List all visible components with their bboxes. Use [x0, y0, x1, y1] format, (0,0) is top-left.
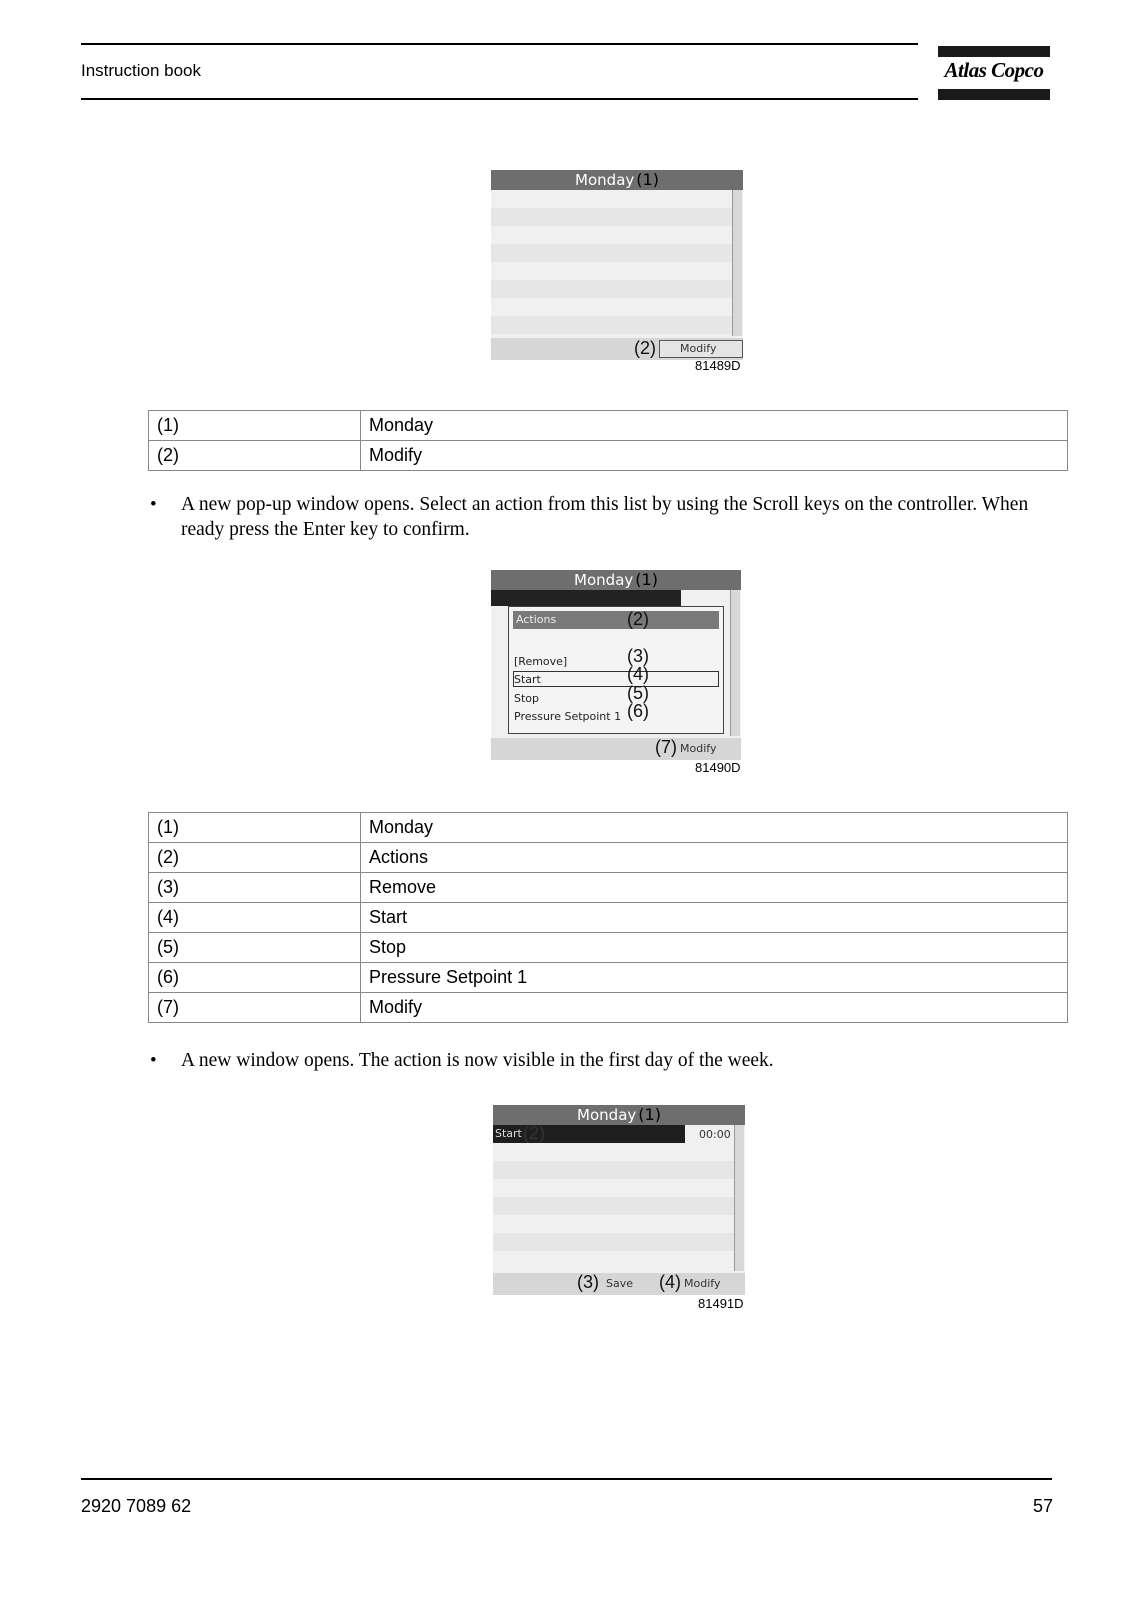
- table-row: (1) Monday: [149, 411, 1068, 441]
- modify-softkey[interactable]: Modify: [684, 1277, 721, 1290]
- bullet-marker: •: [150, 494, 157, 515]
- callout-5: (5): [627, 683, 649, 703]
- legend-table-1: [148, 410, 1068, 471]
- screen-title: Monday: [575, 171, 635, 189]
- scrollbar[interactable]: [734, 1125, 744, 1271]
- table-row: (6) Pressure Setpoint 1: [149, 963, 1068, 993]
- action-item-remove[interactable]: [Remove]: [514, 655, 568, 668]
- modify-softkey[interactable]: Modify: [659, 340, 743, 358]
- screen-titlebar: [493, 1105, 745, 1125]
- callout-3: (3): [627, 646, 649, 666]
- figure-code: 81490D: [695, 760, 741, 775]
- callout-4: (4): [627, 664, 649, 684]
- callout-7: (7): [655, 737, 677, 757]
- scrollbar[interactable]: [732, 190, 742, 336]
- screen-titlebar: [491, 570, 741, 590]
- figure-code: 81491D: [698, 1296, 744, 1311]
- page-number: 57: [1032, 1496, 1053, 1516]
- selected-item-highlight: [513, 671, 719, 687]
- callout-4: (4): [659, 1272, 681, 1292]
- screen-title: Monday: [577, 1106, 637, 1124]
- action-item-stop[interactable]: Stop: [514, 692, 540, 705]
- header-top-rule: [81, 43, 918, 45]
- table-row: (5) Stop: [149, 933, 1068, 963]
- instruction-paragraph-2: A new window opens. The action is now visible in the first day of the week.: [181, 1050, 774, 1071]
- action-item-start[interactable]: Start: [514, 673, 541, 686]
- callout-1: (1): [636, 170, 659, 189]
- callout-3: (3): [577, 1272, 599, 1292]
- schedule-entry-time: 00:00: [699, 1128, 731, 1141]
- callout-6: (6): [627, 701, 649, 721]
- callout-2: (2): [523, 1123, 545, 1143]
- modify-softkey[interactable]: Modify: [680, 742, 717, 755]
- figure-code: 81489D: [695, 358, 741, 373]
- document-number: 2920 7089 62: [81, 1496, 192, 1516]
- screen-title: Monday: [574, 571, 634, 589]
- table-row: (7) Modify: [149, 993, 1068, 1023]
- scrollbar[interactable]: [730, 590, 740, 736]
- callout-1: (1): [635, 570, 658, 589]
- brand-logo-text: Atlas Copco: [944, 58, 1044, 82]
- instruction-paragraph-1: A new pop-up window opens. Select an action from this list by using the Scroll keys on the controller. When ready press the Enter key to confirm.: [181, 494, 1029, 540]
- actions-popup: [508, 606, 724, 734]
- footer-rule: [81, 1478, 1052, 1480]
- table-row: (2) Actions: [149, 843, 1068, 873]
- header-title: Instruction book: [81, 61, 202, 80]
- callout-2: (2): [627, 609, 649, 629]
- schedule-entry-row[interactable]: Start (2): [493, 1125, 685, 1143]
- controller-screen-figure-1: [491, 170, 743, 360]
- popup-title: Actions: [513, 611, 719, 629]
- callout-2: (2): [634, 338, 656, 358]
- table-row: (3) Remove: [149, 873, 1068, 903]
- action-item-pressure-setpoint[interactable]: Pressure Setpoint 1: [514, 710, 622, 723]
- callout-1: (1): [638, 1105, 661, 1124]
- table-row: (1) Monday: [149, 813, 1068, 843]
- save-softkey[interactable]: Save: [606, 1277, 634, 1290]
- legend-table-2: [148, 812, 1068, 1023]
- screen-titlebar: [491, 170, 743, 190]
- brand-logo: [938, 46, 1050, 100]
- header-bottom-rule: [81, 98, 918, 100]
- controller-screen-figure-3: [493, 1105, 745, 1295]
- controller-screen-figure-2: [491, 570, 741, 760]
- bullet-marker: •: [150, 1050, 157, 1071]
- table-row: (4) Start: [149, 903, 1068, 933]
- table-row: (2) Modify: [149, 441, 1068, 471]
